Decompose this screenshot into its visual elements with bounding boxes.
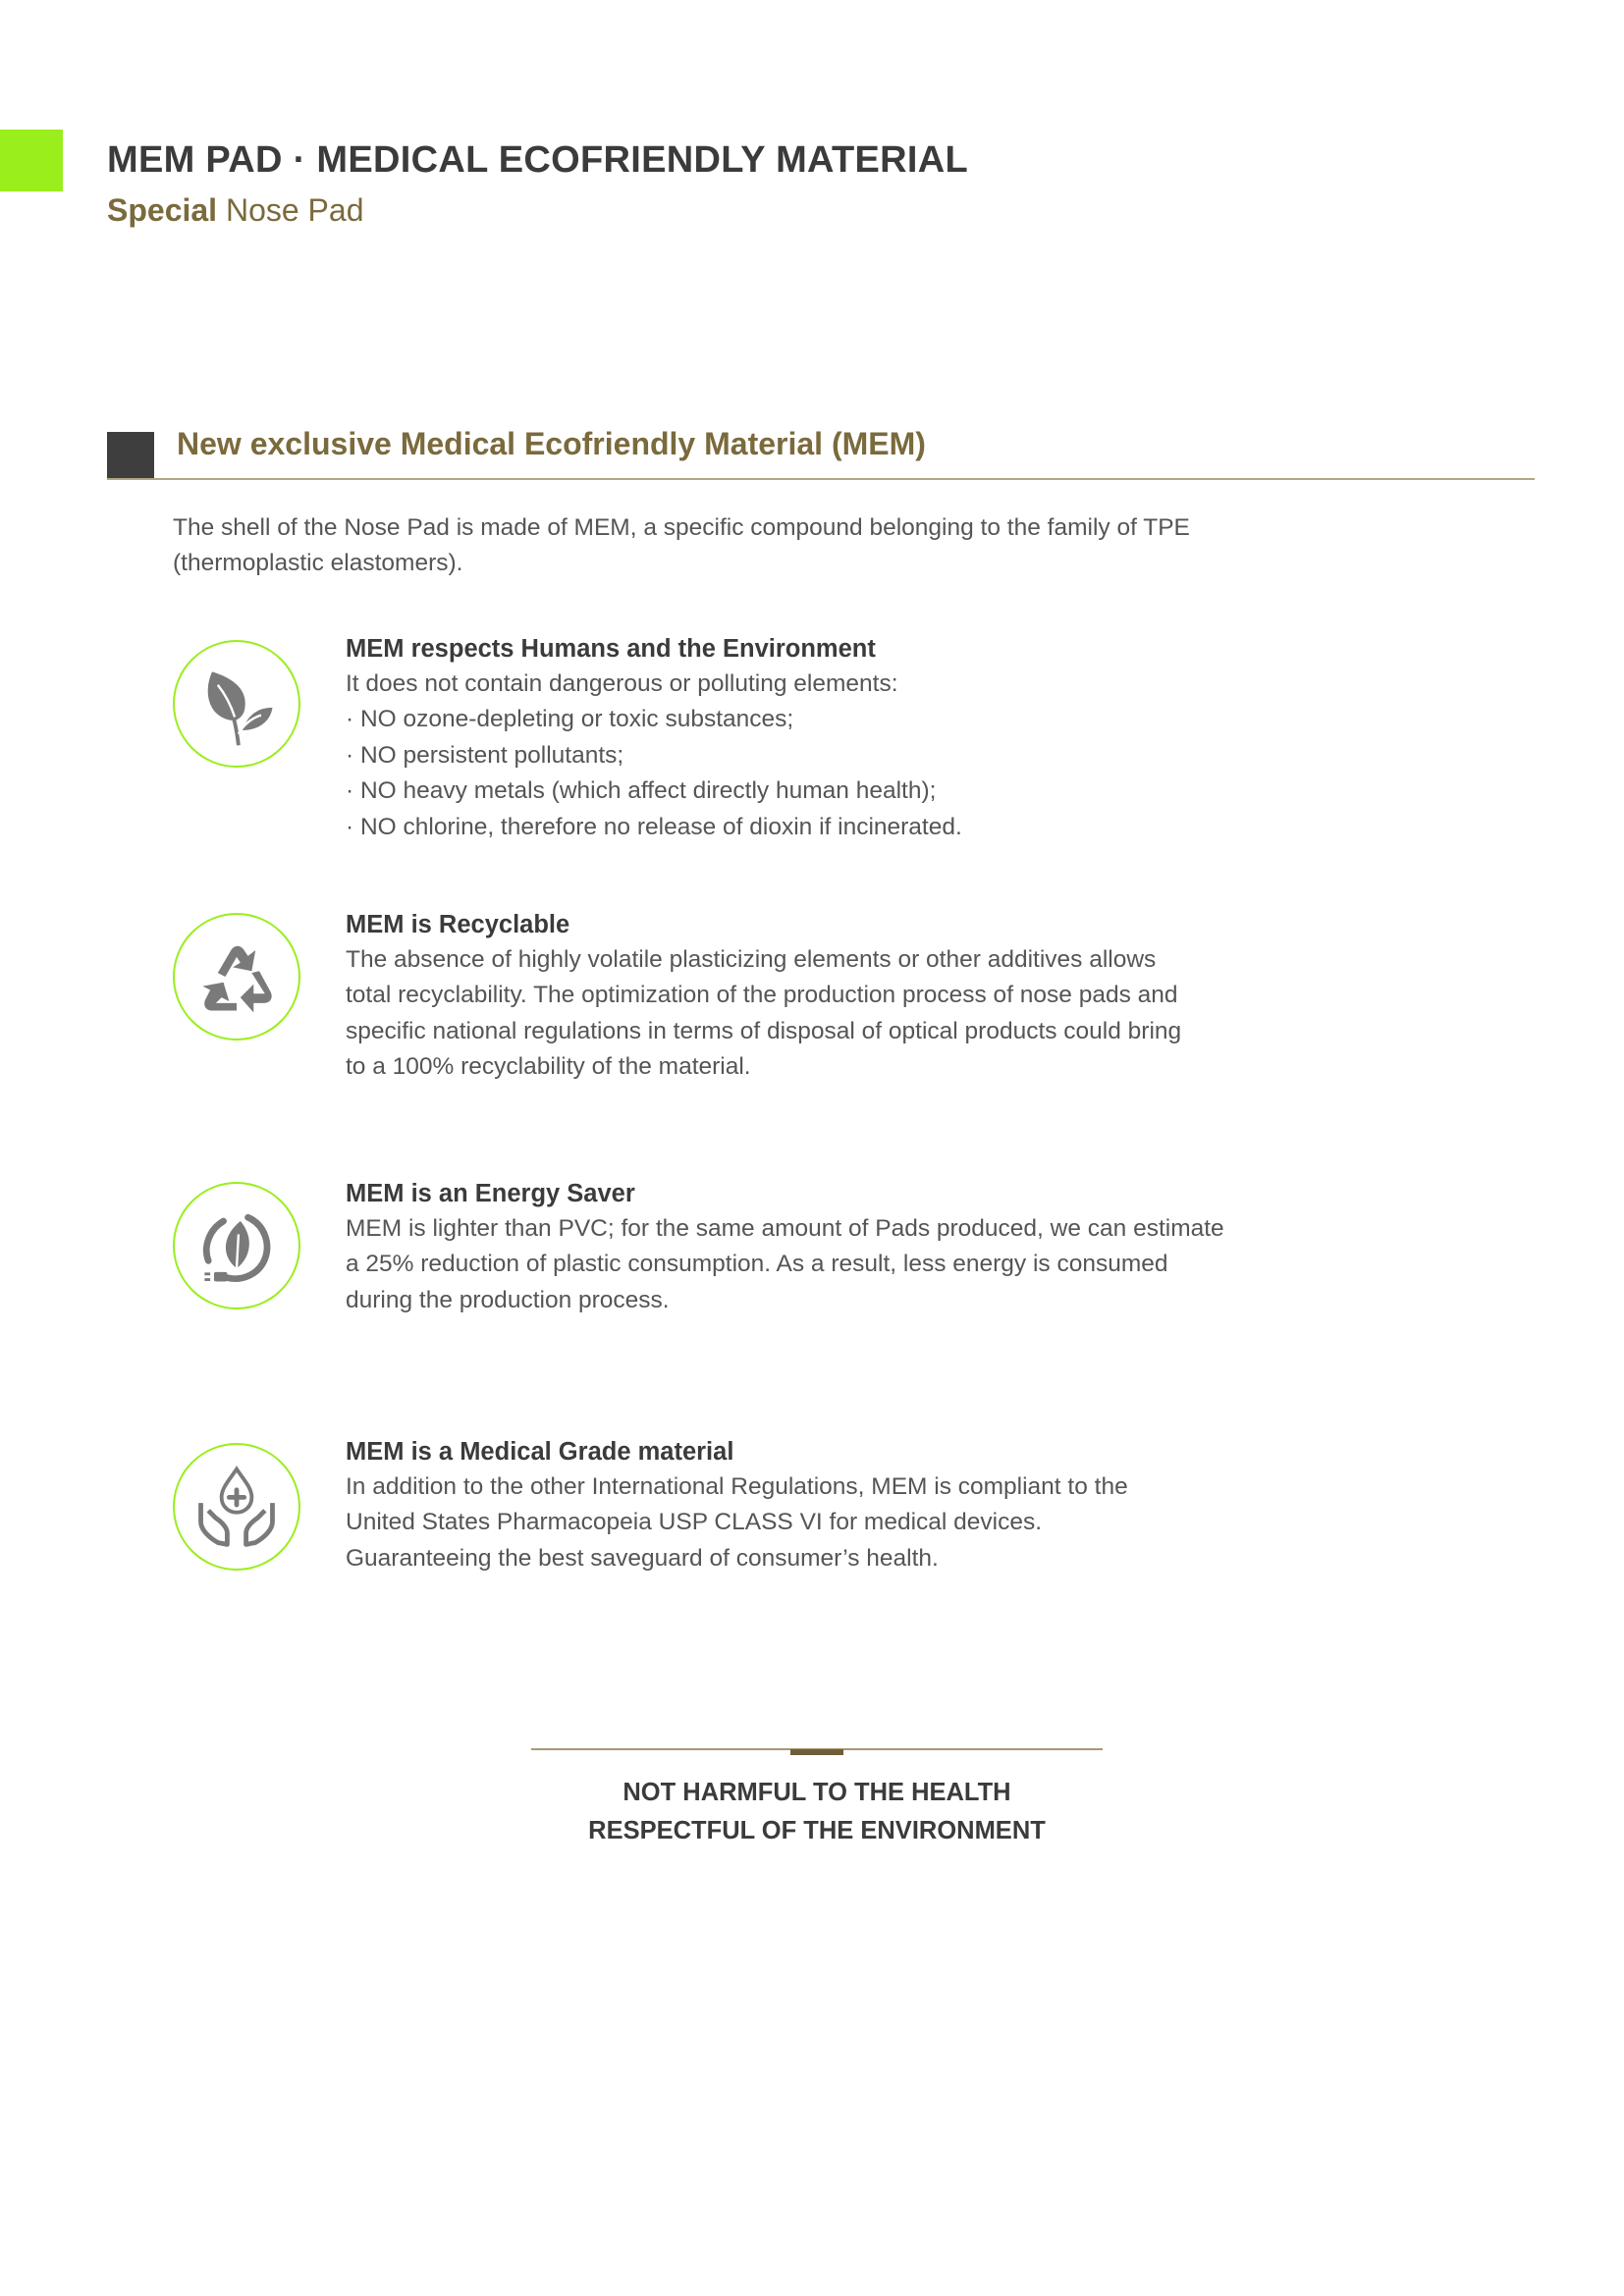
recycle-icon	[173, 913, 300, 1041]
feature-line: In addition to the other International Regulations, MEM is compliant to the	[346, 1473, 1128, 1500]
green-accent-tab	[0, 130, 63, 191]
feature-line: during the production process.	[346, 1286, 670, 1313]
feature-line: specific national regulations in terms of disposal of optical products could bring	[346, 1017, 1182, 1044]
footer-tagline-1: NOT HARMFUL TO THE HEALTH	[623, 1779, 1011, 1806]
feature-line: total recyclability. The optimization of the production process of nose pads and	[346, 982, 1178, 1009]
feature-line: · NO ozone-depleting or toxic substances;	[346, 706, 794, 733]
subtitle-bold: Special	[107, 192, 218, 228]
page-subtitle	[107, 192, 363, 229]
section-marker	[107, 432, 154, 479]
leaf-icon	[173, 640, 300, 768]
page-title: MEM PAD · MEDICAL ECOFRIENDLY MATERIAL	[107, 139, 968, 181]
medical-hands-icon	[173, 1443, 300, 1571]
feature-line: MEM is lighter than PVC; for the same amount of Pads produced, we can estimate	[346, 1215, 1224, 1242]
feature-title: MEM is an Energy Saver	[346, 1180, 635, 1207]
feature-line: · NO heavy metals (which affect directly human health);	[346, 777, 937, 805]
feature-line: Guaranteeing the best saveguard of consumer’s health.	[346, 1544, 939, 1572]
feature-line: The absence of highly volatile plasticizing elements or other additives allows	[346, 946, 1157, 973]
feature-title: MEM respects Humans and the Environment	[346, 635, 876, 663]
subtitle-rest: Nose Pad	[217, 192, 364, 228]
feature-line: It does not contain dangerous or polluting elements:	[346, 670, 898, 697]
feature-line: to a 100% recyclability of the material.	[346, 1053, 751, 1081]
section-intro: The shell of the Nose Pad is made of MEM, a specific compound belonging to the family of TPE (thermoplastic elastomers).	[173, 514, 1190, 576]
section-heading: New exclusive Medical Ecofriendly Material (MEM)	[177, 426, 926, 461]
feature-line: a 25% reduction of plastic consumption. As a result, less energy is consumed	[346, 1251, 1168, 1278]
footer-divider-mark	[790, 1749, 843, 1755]
energy-leaf-icon	[173, 1182, 300, 1309]
footer-tagline-2: RESPECTFUL OF THE ENVIRONMENT	[588, 1817, 1046, 1844]
feature-line: United States Pharmacopeia USP CLASS VI for medical devices.	[346, 1509, 1043, 1536]
feature-title: MEM is Recyclable	[346, 911, 570, 938]
feature-line: · NO persistent pollutants;	[346, 741, 624, 769]
feature-title: MEM is a Medical Grade material	[346, 1438, 734, 1466]
feature-line: · NO chlorine, therefore no release of dioxin if incinerated.	[346, 813, 962, 840]
section-divider	[107, 478, 1535, 480]
